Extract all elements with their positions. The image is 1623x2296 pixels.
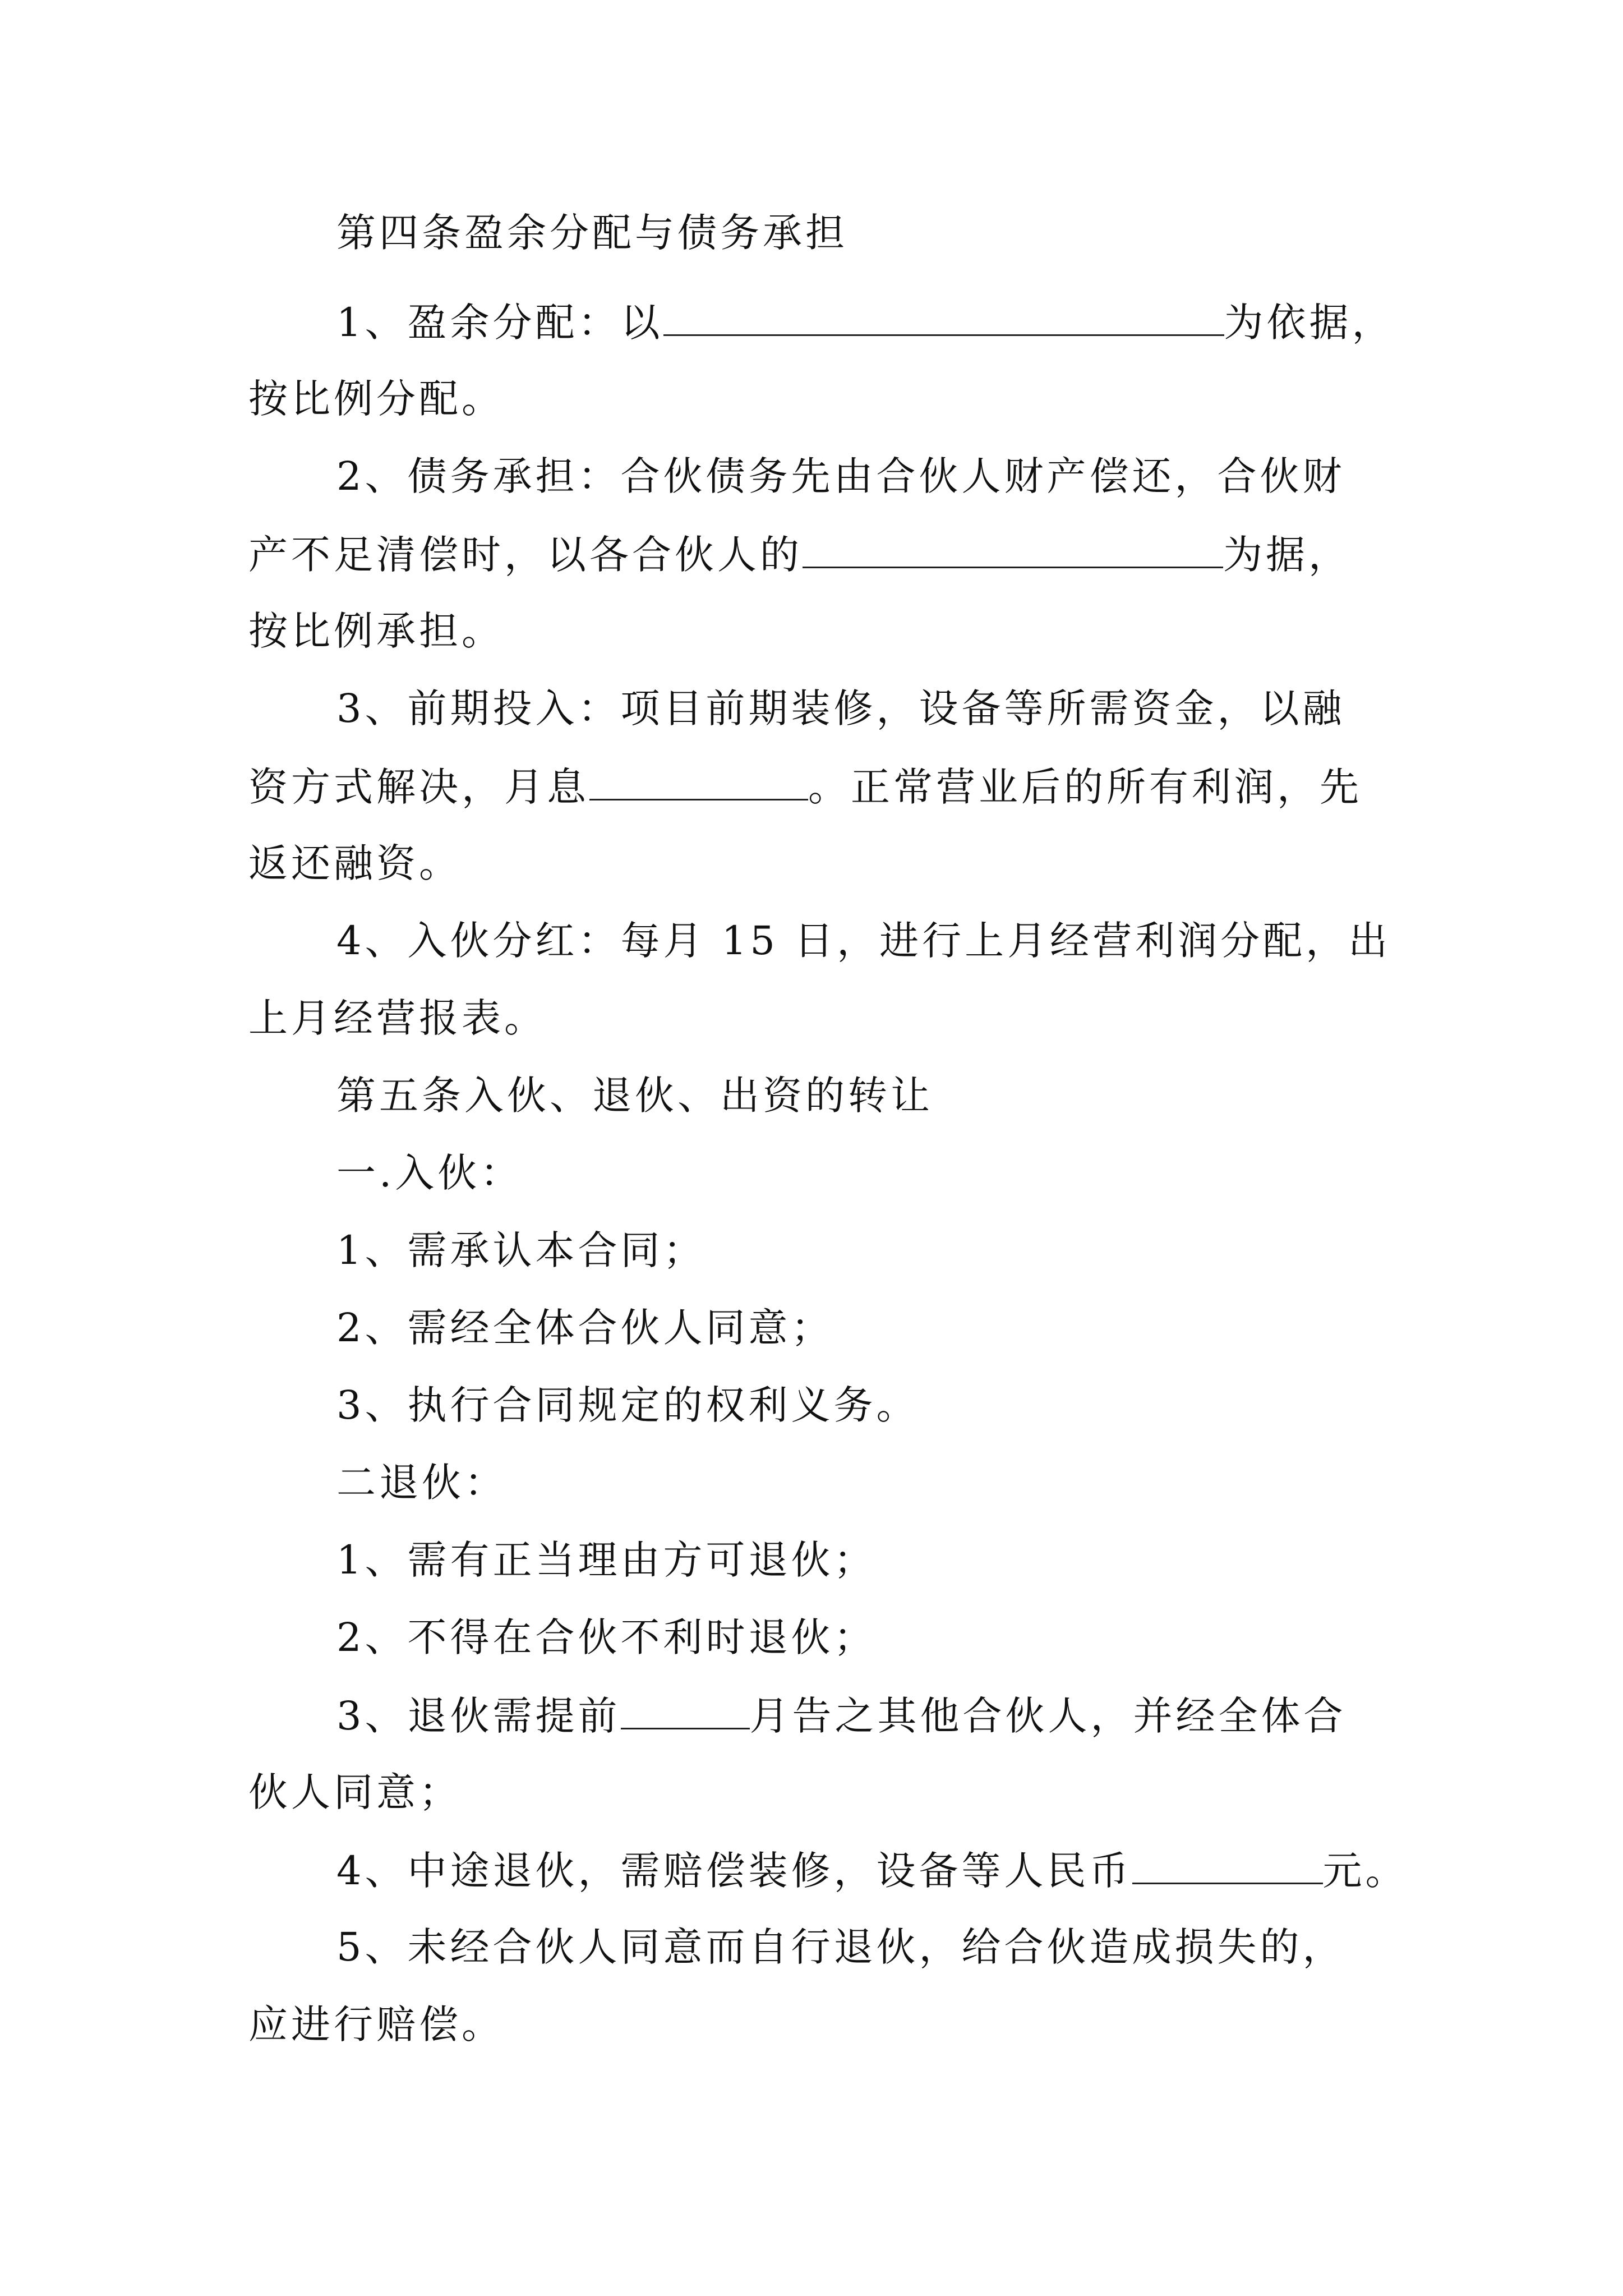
fill-blank-compensation-amount[interactable] — [1132, 1850, 1323, 1884]
clause-investment-line3: 返还融资。 — [248, 840, 462, 886]
withdraw-item-unauthorized: 5、未经合伙人同意而自行退伙，给合伙造成损失的， — [336, 1924, 1345, 1970]
withdraw-item-compensation: 4、中途退伙，需赔偿装修，设备等人民币 元。 — [336, 1848, 1408, 1894]
withdraw-item-unauthorized-cont: 应进行赔偿。 — [248, 2001, 504, 2047]
join-item: 1、需承认本合同； — [336, 1227, 706, 1273]
clause-investment-line2: 资方式解决，月息 。正常营业后的所有利润，先 — [248, 764, 1362, 810]
withdraw-item: 1、需有正当理由方可退伙； — [336, 1537, 877, 1583]
withdraw-item: 2、不得在合伙不利时退伙； — [336, 1614, 877, 1660]
article-4-heading: 第四条盈余分配与债务承担 — [336, 210, 848, 256]
article-5-heading: 第五条入伙、退伙、出资的转让 — [336, 1073, 933, 1119]
clause-profit-distribution: 1、盈余分配：以 为依据， — [336, 300, 1395, 346]
fill-blank-monthly-interest[interactable] — [589, 766, 808, 800]
join-title: 一.入伙： — [336, 1150, 523, 1196]
clause-dividend-line2: 上月经营报表。 — [248, 995, 547, 1041]
fill-blank-notice-months[interactable] — [621, 1695, 750, 1729]
withdraw-title: 二退伙： — [336, 1460, 507, 1506]
join-item: 2、需经全体合伙人同意； — [336, 1305, 834, 1351]
withdraw-item-notice-cont: 伙人同意； — [248, 1769, 462, 1815]
join-item: 3、执行合同规定的权利义务。 — [336, 1382, 919, 1428]
clause-debt-line2: 产不足清偿时，以各合伙人的 为据， — [248, 532, 1351, 578]
clause-debt-line3: 按比例承担。 — [248, 608, 504, 654]
fill-blank-debt-basis[interactable] — [803, 534, 1223, 568]
withdraw-item-notice: 3、退伙需提前 月告之其他合伙人，并经全体合 — [336, 1693, 1347, 1739]
clause-debt-line1: 2、债务承担：合伙债务先由合伙人财产偿还，合伙财 — [336, 453, 1345, 499]
clause-dividend-line1: 4、入伙分红：每月 15 日，进行上月经营利润分配，出 — [336, 918, 1391, 964]
fill-blank-profit-basis[interactable] — [663, 302, 1224, 336]
clause-investment-line1: 3、前期投入：项目前期装修，设备等所需资金，以融 — [336, 685, 1345, 731]
clause-profit-distribution-cont: 按比例分配。 — [248, 376, 504, 422]
